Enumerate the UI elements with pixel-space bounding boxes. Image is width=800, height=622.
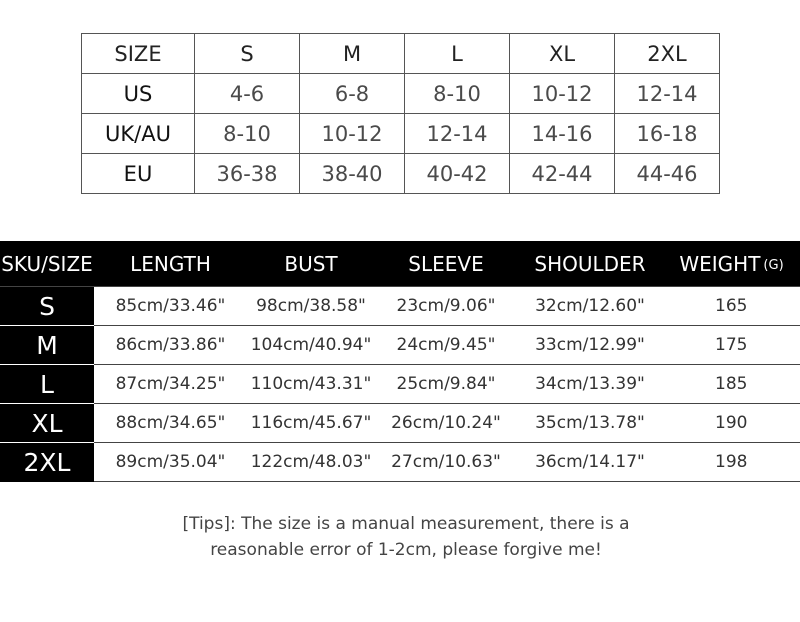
row-label-us: US [82, 74, 195, 114]
table-cell: 40-42 [405, 154, 510, 194]
table-row [0, 326, 800, 365]
shoulder-cell: 36cm/14.17" [517, 443, 663, 482]
header-cell: S [195, 34, 300, 74]
table-cell: 12-14 [405, 114, 510, 154]
bust-cell: 122cm/48.03" [247, 443, 375, 482]
bust-cell: 110cm/43.31" [247, 365, 375, 404]
header-length: LENGTH [94, 241, 247, 287]
shoulder-cell: 34cm/13.39" [517, 365, 663, 404]
table-row [0, 443, 800, 482]
table-cell: 10-12 [510, 74, 615, 114]
bust-cell: 104cm/40.94" [247, 326, 375, 365]
row-label-uk-au: UK/AU [82, 114, 195, 154]
row-label-eu: EU [82, 154, 195, 194]
header-cell: 2XL [615, 34, 720, 74]
size-measurement-table [0, 241, 800, 482]
header-weight [663, 241, 800, 287]
table-row [0, 365, 800, 404]
weight-cell: 175 [663, 326, 800, 365]
bust-cell: 98cm/38.58" [247, 287, 375, 326]
table-cell: 42-44 [510, 154, 615, 194]
size-label: XL [0, 404, 94, 443]
sleeve-cell: 24cm/9.45" [375, 326, 517, 365]
length-cell: 89cm/35.04" [94, 443, 247, 482]
length-cell: 85cm/33.46" [94, 287, 247, 326]
header-weight-label: WEIGHT [679, 251, 761, 276]
sleeve-cell: 27cm/10.63" [375, 443, 517, 482]
sleeve-cell: 26cm/10.24" [375, 404, 517, 443]
table-cell: 4-6 [195, 74, 300, 114]
table-cell: 8-10 [195, 114, 300, 154]
table-row [82, 154, 720, 194]
weight-cell: 165 [663, 287, 800, 326]
sleeve-cell: 25cm/9.84" [375, 365, 517, 404]
length-cell: 88cm/34.65" [94, 404, 247, 443]
shoulder-cell: 35cm/13.78" [517, 404, 663, 443]
header-sleeve: SLEEVE [375, 241, 517, 287]
table-row [82, 74, 720, 114]
header-sku-size: SKU/SIZE [0, 241, 94, 287]
conversion-header-row [82, 34, 720, 74]
table-row [0, 404, 800, 443]
sleeve-cell: 23cm/9.06" [375, 287, 517, 326]
shoulder-cell: 32cm/12.60" [517, 287, 663, 326]
size-label: L [0, 365, 94, 404]
size-label: 2XL [0, 443, 94, 482]
table-row [82, 114, 720, 154]
table-cell: 44-46 [615, 154, 720, 194]
table-cell: 12-14 [615, 74, 720, 114]
length-cell: 86cm/33.86" [94, 326, 247, 365]
size-label: M [0, 326, 94, 365]
table-cell: 16-18 [615, 114, 720, 154]
header-bust: BUST [247, 241, 375, 287]
table-cell: 6-8 [300, 74, 405, 114]
weight-cell: 190 [663, 404, 800, 443]
header-cell: SIZE [82, 34, 195, 74]
shoulder-cell: 33cm/12.99" [517, 326, 663, 365]
size-label: S [0, 287, 94, 326]
weight-unit: (G) [763, 257, 784, 273]
measurement-header-row [0, 241, 800, 287]
bust-cell: 116cm/45.67" [247, 404, 375, 443]
size-conversion-table [81, 33, 720, 194]
header-cell: XL [510, 34, 615, 74]
table-cell: 10-12 [300, 114, 405, 154]
table-cell: 14-16 [510, 114, 615, 154]
table-cell: 8-10 [405, 74, 510, 114]
weight-cell: 198 [663, 443, 800, 482]
length-cell: 87cm/34.25" [94, 365, 247, 404]
tips-note [0, 511, 800, 563]
table-cell: 38-40 [300, 154, 405, 194]
table-cell: 36-38 [195, 154, 300, 194]
tips-line-2: reasonable error of 1-2cm, please forgive me! [210, 540, 602, 560]
table-row [0, 287, 800, 326]
tips-line-1: [Tips]: The size is a manual measurement, there is a [182, 514, 630, 534]
weight-cell: 185 [663, 365, 800, 404]
header-shoulder: SHOULDER [517, 241, 663, 287]
header-cell: L [405, 34, 510, 74]
header-cell: M [300, 34, 405, 74]
